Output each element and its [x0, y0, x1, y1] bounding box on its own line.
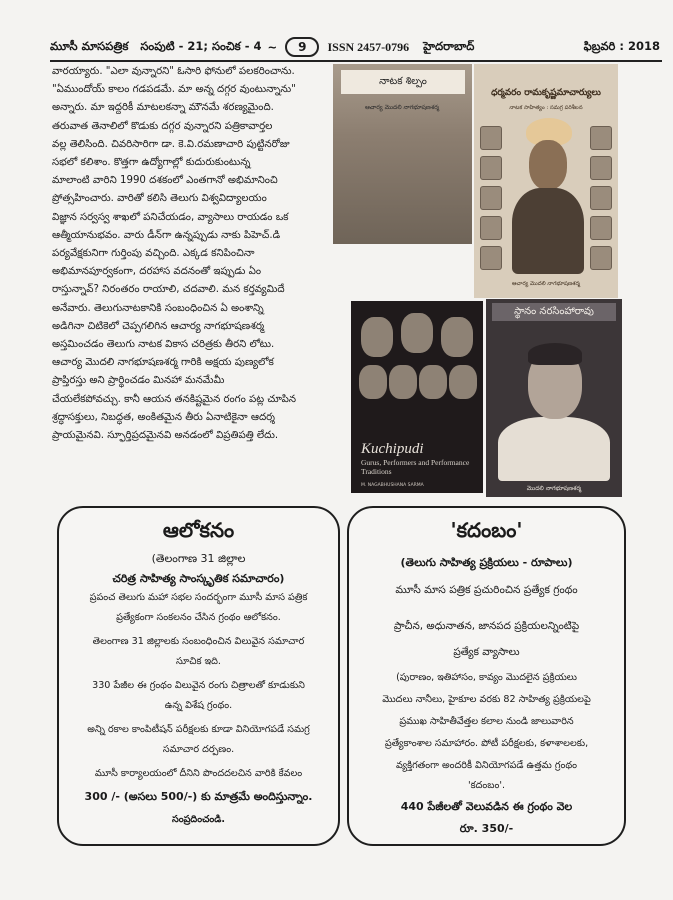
book-cover-sthanam	[486, 299, 622, 497]
dash-ornament: ~	[267, 40, 278, 54]
ad-price: రూ. 350/-	[459, 822, 514, 835]
ad-line: ప్రాచీన, అధునాతన, జానపద ప్రక్రియలన్నింటిపై	[393, 620, 580, 632]
article-line: ప్రాయమైనవి. స్ఫూర్తిప్రదమైనవి అనడంలో విప్రతిపత్తి లేదు.	[52, 430, 279, 442]
portrait-thumbnail	[590, 156, 612, 180]
ad-line: సమాచార దర్పణం.	[162, 744, 235, 755]
cover-title: స్థానం నరసింహారావు	[492, 303, 616, 321]
ad-line: ప్రపంచ తెలుగు మహా సభల సందర్భంగా మూసీ మాస పత్రిక	[89, 592, 308, 603]
ad-line: 330 పేజీల ఈ గ్రంథం విలువైన రంగు చిత్రాలతో కూడుకుని	[92, 680, 305, 691]
article-line: మాలాంటి వారిని 1990 దశకంలో ఎంతగానో అభిమానించి	[52, 175, 278, 187]
portrait-shawl	[498, 417, 610, 481]
article-line: ప్రాప్తిరస్తు అని ప్రార్థించడం మినహా మనమేమీ	[52, 375, 225, 387]
portrait-thumbnail	[590, 186, 612, 210]
page-header	[50, 36, 660, 58]
ad-line: ప్రత్యేక వ్యాసాలు	[453, 646, 520, 658]
portrait-bust	[512, 188, 584, 274]
ad-line: సంప్రదించండి.	[172, 814, 225, 825]
ad-pages-line: 440 పేజీలతో వెలువడిన ఈ గ్రంథం వెల	[400, 800, 573, 813]
cover-author: M. NAGABHUSHANA SARMA	[361, 483, 424, 488]
portrait-thumbnail	[480, 126, 502, 150]
page-number: 9	[285, 37, 319, 57]
cover-subtitle: Gurus, Performers and Performance Traditions	[361, 458, 470, 476]
magazine-name: మూసీ మాసపత్రిక	[50, 38, 129, 53]
ad-line: ప్రత్యేకంగా సంకలనం చేసిన గ్రంథం ఆలోకనం.	[116, 612, 281, 623]
article-line: ఆచార్య మొదలి నాగభూషణశర్మ గారికి అక్షయ పుణ్యలోక	[52, 357, 274, 369]
ad-line: 'కదంబం'.	[467, 780, 506, 791]
book-cover-dharmavaram	[474, 64, 618, 298]
article-line: అన్నారు. మా ఇద్దరికీ మాటలకన్నా మౌనమే శరణ్యమైంది.	[52, 102, 274, 114]
portrait-photo	[449, 365, 477, 399]
ad-box-kadambam	[347, 506, 626, 846]
article-line: పర్యవేక్షకునిగా గుర్తింపు వచ్చింది. ఎక్కడ కనిపించినా	[52, 248, 255, 260]
cover-title: నాటక శిల్పం	[341, 70, 465, 94]
article-line: విజ్ఞాన సర్వస్వ శాఖలో పనిచేయడం, వ్యాసాలు రాయడం ఒక	[52, 211, 289, 223]
issue-date: ఫిబ్రవరి : 2018	[583, 38, 660, 53]
ad-box-alokanam	[57, 506, 340, 846]
ad-title: 'కదంబం'	[450, 518, 523, 542]
ad-line: ప్రముఖ సాహితీవేత్తల కలాల నుండి జాలువారిన	[399, 716, 574, 727]
cover-title: ధర్మవరం రామకృష్ణమాచార్యులు	[491, 88, 601, 98]
article-line: అభిమానపూర్వకంగా, దరహాస వదనంతో ఇప్పుడు ఏం	[52, 266, 262, 278]
portrait-thumbnail	[480, 186, 502, 210]
ad-line: తెలంగాణ 31 జిల్లాలకు సంబంధించిన విలువైన సమాచార	[92, 636, 305, 647]
cover-author: ఆచార్య మొదలి నాగభూషణశర్మ	[364, 104, 440, 111]
portrait-thumbnail	[480, 216, 502, 240]
cover-subtitle: నాటక సాహిత్యం : సమగ్ర పరిశీలన	[509, 105, 583, 111]
article-line: శ్రద్ధాసక్తులు, నిబద్ధత, అంకితమైన తీరు ఏనాటికైనా ఆదర్శ	[52, 411, 275, 423]
portrait-photo	[389, 365, 417, 399]
article-line: రాస్తున్నావ్? నిరంతరం రాయాలి, చదవాలి. మన కర్తవ్యమిదే	[52, 284, 285, 296]
ad-subtitle: (తెలంగాణ 31 జిల్లాల	[151, 552, 246, 565]
portrait-photo	[361, 317, 393, 357]
book-cover-nataka-silpam	[333, 64, 472, 244]
issn: ISSN 2457-0796	[327, 39, 410, 54]
portrait-thumbnail	[590, 126, 612, 150]
portrait-thumbnail	[480, 246, 502, 270]
book-cover-kuchipudi	[351, 301, 483, 493]
ad-line: మూసీ కార్యాలయంలో దీనిని పొందదలచిన వారికి కేవలం	[94, 768, 303, 779]
article-line: చేయలేకపోవచ్చు. కానీ ఆయన తనకిష్టమైన రంగం పట్ల చూపిన	[52, 393, 296, 405]
header-rule	[50, 60, 662, 62]
ad-line: ఉన్న విశేష గ్రంథం.	[164, 700, 233, 711]
ad-line: మూసీ మాస పత్రిక ప్రచురించిన ప్రత్యేక గ్రంథం	[395, 584, 578, 596]
ad-price-line: 300 /- (అసలు 500/-) కు మాత్రమే అందిస్తున్నాం.	[84, 790, 313, 803]
ad-line: వ్యక్తిగతంగా అందరికీ వినియోగపడే ఉత్తమ గ్రంథం	[396, 760, 577, 771]
ad-line: అన్ని రకాల కాంపిటీషన్ పరీక్షలకు కూడా వినియోగపడే సమగ్ర	[87, 724, 310, 735]
cover-author: ఆచార్య మొదలి నాగభూషణశర్మ	[512, 281, 580, 287]
ad-line: (పురాణం, ఇతిహాసం, కావ్యం మొదలైన ప్రక్రియలు	[396, 672, 577, 683]
article-line: వారయ్యారు. "ఎలా వున్నారని" ఓసారి ఫోనులో పలకరించాను.	[52, 66, 295, 77]
cover-title: Kuchipudi	[361, 441, 424, 457]
ad-title: ఆలోకనం	[162, 518, 235, 542]
ad-line: మొదలు నానీలు, హైకూల వరకు 82 సాహిత్య ప్రక్రియలపై	[382, 694, 591, 705]
ad-subtitle: చరిత్ర సాహిత్య సాంస్కృతిక సమాచారం)	[112, 572, 285, 585]
article-line: అనేవారు. తెలుగునాటకానికి సంబంధించిన ఏ అంశాన్ని	[52, 302, 264, 314]
portrait-photo	[419, 365, 447, 399]
ad-subtitle: (తెలుగు సాహిత్య ప్రక్రియలు - రూపాలు)	[400, 556, 573, 569]
ad-line: ప్రత్యేకాంశాల సమాహారం. పోటీ పరీక్షలకు, కళాశాలలకు,	[384, 738, 589, 749]
article-line: తరువాత తెనాలిలో కొడుకు దగ్గర వున్నారని పత్రికావార్తల	[52, 120, 273, 132]
ad-line: సూచిక ఇది.	[176, 656, 221, 667]
city: హైదరాబాద్	[423, 38, 475, 53]
portrait-photo	[401, 313, 433, 353]
article-line: "ఏముందోయ్ కాలం గడపడమే. మా అన్న దగ్గర వుంటున్నాను"	[52, 84, 296, 96]
article-line: అస్తమించడం తెలుగు నాటక వికాస చరిత్రకు తీరని లోటు.	[52, 339, 275, 351]
portrait-face	[529, 140, 567, 190]
article-line: వల్ల తెలిసింది. చివరిసారిగా డా. కె.వి.రమణాచారి పుట్టినరోజు	[52, 138, 290, 150]
portrait-photo	[441, 317, 473, 357]
portrait-thumbnail	[590, 216, 612, 240]
portrait-hair	[528, 343, 582, 365]
portrait-photo	[359, 365, 387, 399]
portrait-thumbnail	[590, 246, 612, 270]
portrait-thumbnail	[480, 156, 502, 180]
article-line: అడిగినా చిటికెలో చెప్పగలిగిన ఆచార్య నాగభూషణశర్మ	[52, 320, 265, 332]
article-line: ప్రోత్సహించారు. వారితో కలిసి తెలుగు విశ్వవిద్యాలయం	[52, 193, 267, 205]
article-body	[52, 63, 330, 445]
article-line: ఆత్మీయానుభవం. వారు డీన్‌గా ఉన్నప్పుడు నాకు పిహెచ్.డి	[52, 229, 281, 241]
article-line: సభలో కలిశాం. కొత్తగా ఉద్యోగాల్లో కుదురుకుంటున్న	[52, 157, 251, 169]
issue-info: సంపుటి - 21; సంచిక - 4	[140, 38, 262, 53]
cover-author: మొదలి నాగభూషణశర్మ	[526, 485, 582, 492]
